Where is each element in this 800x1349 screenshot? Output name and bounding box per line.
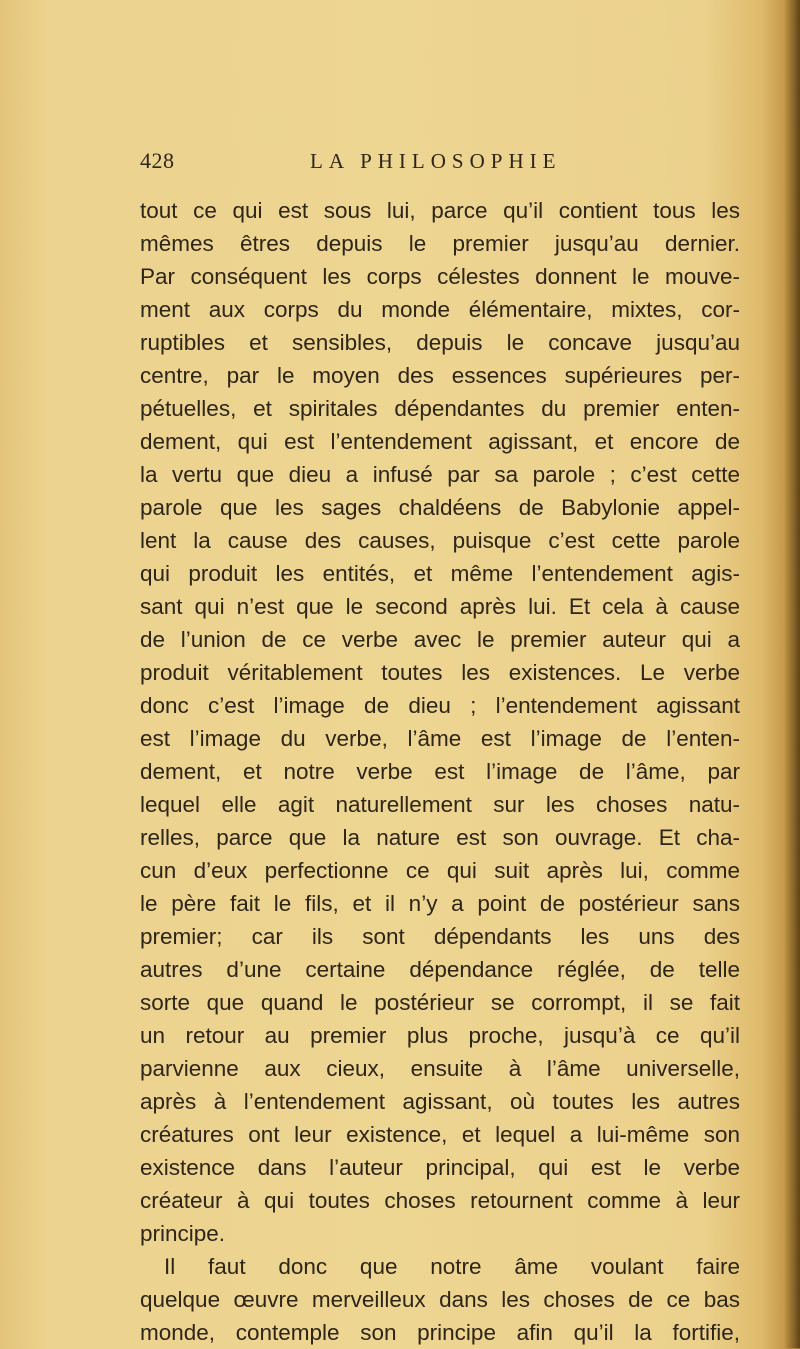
text-line: un retour au premier plus proche, jusqu’à ce qu’il: [140, 1023, 740, 1048]
text-line: créatures ont leur existence, et lequel a lui-même son: [140, 1122, 740, 1147]
text-line: existence dans l’auteur principal, qui est le verbe: [140, 1155, 740, 1180]
text-line: quelque œuvre merveilleux dans les choses de ce bas: [140, 1287, 740, 1312]
text-line: Par conséquent les corps célestes donnent le mouve-: [140, 264, 740, 289]
text-line: parole que les sages chaldéens de Babylonie appel-: [140, 495, 740, 520]
text-line: mêmes êtres depuis le premier jusqu’au dernier.: [140, 231, 740, 256]
page-header: [140, 146, 740, 176]
text-line: pétuelles, et spiritales dépendantes du premier enten-: [140, 396, 740, 421]
text-line: qui produit les entités, et même l’entendement agis-: [140, 561, 740, 586]
text-line: lent la cause des causes, puisque c’est cette parole: [140, 528, 740, 553]
text-line: de l’union de ce verbe avec le premier auteur qui a: [140, 627, 740, 652]
text-line: monde, contemple son principe afin qu’il la fortifie,: [140, 1320, 740, 1345]
text-line: parvienne aux cieux, ensuite à l’âme universelle,: [140, 1056, 740, 1081]
text-line: sant qui n’est que le second après lui. Et cela à cause: [140, 594, 740, 619]
text-line: la vertu que dieu a infusé par sa parole ; c’est cette: [140, 462, 740, 487]
text-line: donc c’est l’image de dieu ; l’entendement agissant: [140, 693, 740, 718]
text-line: centre, par le moyen des essences supérieures per-: [140, 363, 740, 388]
text-line: premier; car ils sont dépendants les uns des: [140, 924, 740, 949]
paragraph-start-line: Il faut donc que notre âme voulant faire: [164, 1254, 740, 1279]
text-line: est l’image du verbe, l’âme est l’image de l’enten-: [140, 726, 740, 751]
text-line: autres d’une certaine dépendance réglée, de telle: [140, 957, 740, 982]
running-title: LA PHILOSOPHIE: [310, 149, 562, 173]
paragraph-end-line: principe.: [140, 1221, 226, 1246]
text-line: sorte que quand le postérieur se corrompt, il se fait: [140, 990, 740, 1015]
text-line: lequel elle agit naturellement sur les choses natu-: [140, 792, 740, 817]
text-line: cun d’eux perfectionne ce qui suit après lui, comme: [140, 858, 740, 883]
page-edge-shadow: [784, 0, 800, 1348]
body-text: [140, 194, 740, 1349]
text-line: après à l’entendement agissant, où toutes les autres: [140, 1089, 740, 1114]
text-line: produit véritablement toutes les existences. Le verbe: [140, 660, 740, 685]
text-line: tout ce qui est sous lui, parce qu’il contient tous les: [140, 198, 740, 223]
text-line: le père fait le fils, et il n’y a point de postérieur sans: [140, 891, 740, 916]
text-line: relles, parce que la nature est son ouvrage. Et cha-: [140, 825, 740, 850]
page-number: 428: [140, 148, 175, 173]
text-line: ment aux corps du monde élémentaire, mixtes, cor-: [140, 297, 740, 322]
text-line: dement, qui est l’entendement agissant, et encore de: [140, 429, 740, 454]
text-line: dement, et notre verbe est l’image de l’âme, par: [140, 759, 740, 784]
text-line: ruptibles et sensibles, depuis le concave jusqu’au: [140, 330, 740, 355]
text-line: créateur à qui toutes choses retournent comme à leur: [140, 1188, 740, 1213]
